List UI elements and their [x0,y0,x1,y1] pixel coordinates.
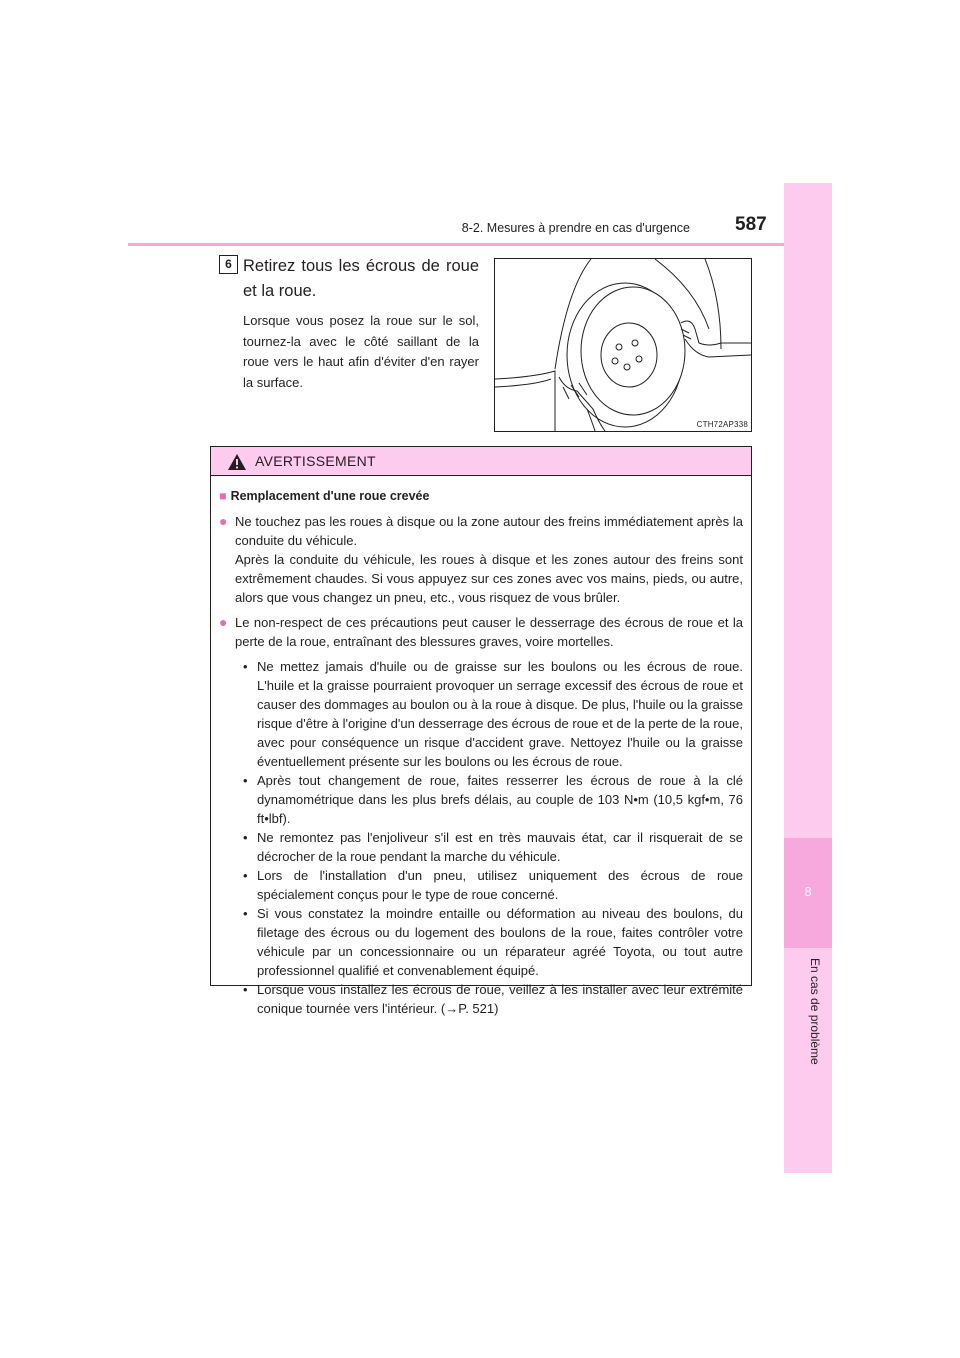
list-item: • Ne mettez jamais d'huile ou de graisse sur les boulons ou les écrous de roue. L'huile et la graisse pourraient provoquer un serrage excessif des écrous de roue et causer des dommages au boulon ou à la roue à disque. De plus, l'huile ou la graisse risque d'être à l'origine d'un desserrage des écrous de roue et de la perte de la roue, avec pour conséquence un risque d'accident grave. Nettoyez l'huile ou la graisse éventuellement présente sur les boulons ou les écrous de roue. [243,659,743,769]
list-item: • Lors de l'installation d'un pneu, utilisez uniquement des écrous de roue spécialement conçus pour le type de roue concerné. [243,868,743,902]
warning-bullet-list [243,657,743,1018]
square-marker-icon: ■ [219,489,227,503]
chapter-number: 8 [804,884,812,899]
list-item: • Ne remontez pas l'enjoliveur s'il est en très mauvais état, car il risquerait de se décrocher de la roue pendant la marche du véhicule. [243,830,743,864]
header-rule [128,243,784,246]
circle-marker-icon: ● [219,513,228,529]
warning-subheading [219,487,743,506]
warning-title: AVERTISSEMENT [255,453,376,469]
warning-point-1-line2: Après la conduite du véhicule, les roues à disque et les zones autour des freins sont extrêmement chaudes. Si vous appuyez sur ces zones avec vos mains, pieds, ou autre, alors que vous changez un pneu, etc., vous risquez de vous brûler. [235,552,743,605]
list-item-text: Après tout changement de roue, faites resserrer les écrous de roue à la clé dynamométrique dans les plus brefs délais, au couple de 103 N•m (10,5 kgf•m, 76 ft•lbf). [257,773,743,826]
chapter-label: En cas de problème [808,958,822,1065]
circle-marker-icon: ● [219,614,228,630]
wheel-removal-illustration [494,258,752,432]
list-item: • Après tout changement de roue, faites resserrer les écrous de roue à la clé dynamométrique dans les plus brefs délais, au couple de 103 N•m (10,5 kgf•m, 76 ft•lbf). [243,773,743,826]
list-item-text: Ne mettez jamais d'huile ou de graisse sur les boulons ou les écrous de roue. L'huile et la graisse pourraient provoquer un serrage excessif des écrous de roue et causer des dommages au boulon ou à la roue à disque. De plus, l'huile ou la graisse risque d'être à l'origine d'un desserrage des écrous de roue et de la perte de la roue, avec pour conséquence un risque d'accident grave. Nettoyez l'huile ou la graisse éventuellement présente sur les boulons ou les écrous de roue. [257,659,743,769]
warning-triangle-icon [227,453,247,471]
step-number-badge: 6 [219,255,238,274]
warning-box [210,446,752,1016]
list-item-text: Ne remontez pas l'enjoliveur s'il est en très mauvais état, car il risquerait de se décrocher de la roue pendant la marche du véhicule. [257,830,743,864]
warning-body [219,487,743,1018]
step-title: Retirez tous les écrous de roue et la roue. [243,257,479,300]
list-item-text: Lors de l'installation d'un pneu, utilisez uniquement des écrous de roue spécialement conçus pour le type de roue concerné. [257,868,743,902]
list-item-text: Si vous constatez la moindre entaille ou déformation au niveau des boulons, du filetage des écrous ou du logement des boulons de la roue, faites contrôler votre véhicule par un concessionnaire ou un réparateur agréé Toyota, ou tout autre professionnel qualifié et convenablement équipé. [257,906,743,978]
warning-subheading-text: Remplacement d'une roue crevée [230,489,430,503]
wheel-drawing [495,259,751,431]
warning-point-2 [219,613,743,651]
page-number: 587 [735,214,767,235]
list-item: • Si vous constatez la moindre entaille ou déformation au niveau des boulons, du filetage des écrous ou du logement des boulons de la roue, faites contrôler votre véhicule par un concessionnaire ou un réparateur agréé Toyota, ou tout autre professionnel qualifié et convenablement équipé. [243,906,743,978]
list-item-text: Lorsque vous installez les écrous de roue, veillez à les installer avec leur extrémité conique tournée vers l'intérieur. (→P. 521) [257,982,743,1016]
warning-point-1-line1: Ne touchez pas les roues à disque ou la zone autour des freins immédiatement après la conduite du véhicule. [235,514,743,548]
step-description: Lorsque vous posez la roue sur le sol, tournez-la avec le côté saillant de la roue vers le haut afin d'éviter d'en rayer la surface. [243,313,479,390]
section-title: 8-2. Mesures à prendre en cas d'urgence [461,221,690,235]
warning-header [211,447,751,476]
list-item: • Lorsque vous installez les écrous de roue, veillez à les installer avec leur extrémité conique tournée vers l'intérieur. (→P. 521) [243,982,743,1016]
figure-code: CTH72AP338 [696,420,748,429]
warning-point-1 [219,512,743,607]
warning-point-2-line1: Le non-respect de ces précautions peut causer le desserrage des écrous de roue et la perte de la roue, entraînant des blessures graves, voire mortelles. [235,615,743,649]
